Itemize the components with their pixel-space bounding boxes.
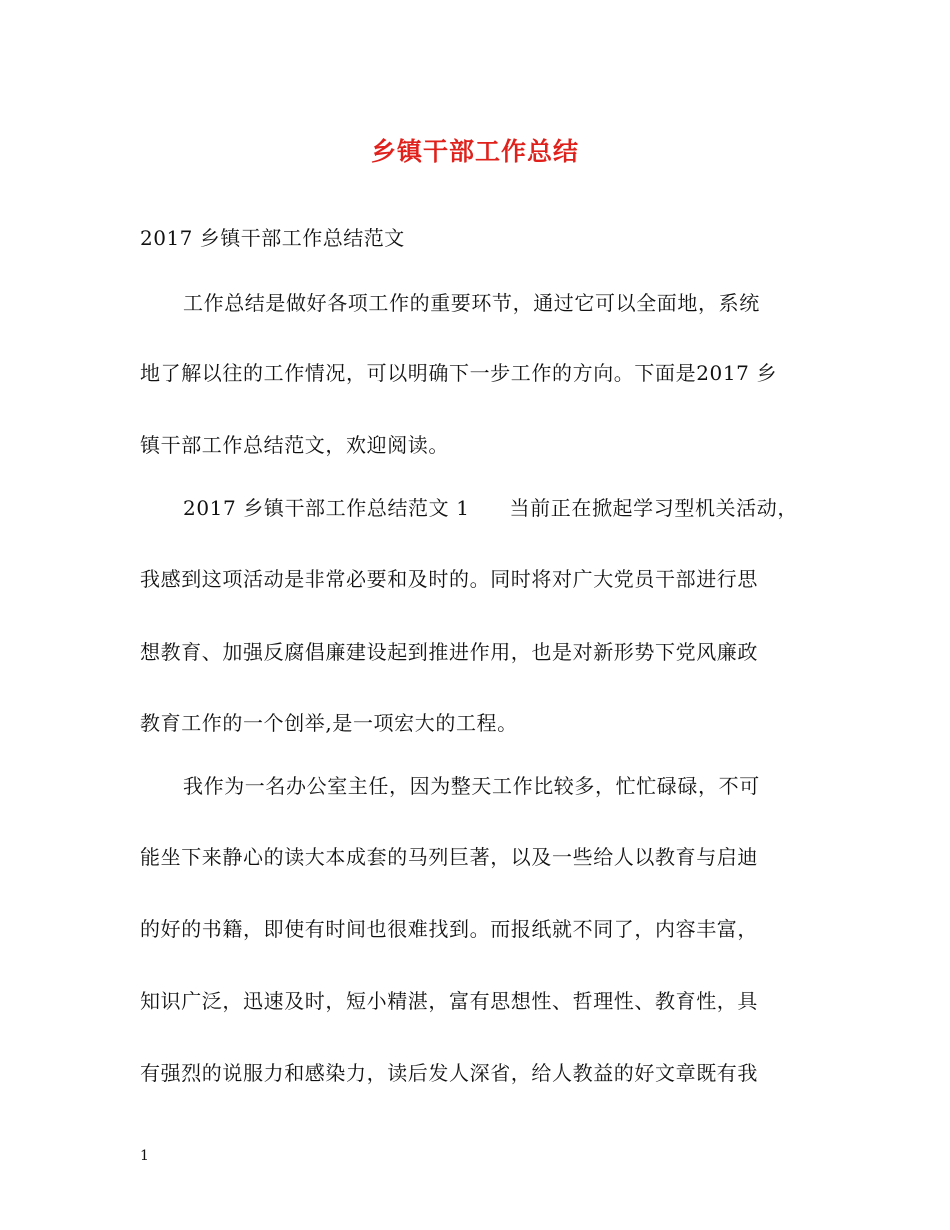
paragraph-line: 有强烈的说服力和感染力，读后发人深省，给人教益的好文章既有我: [140, 1061, 758, 1085]
paragraph-line: 镇干部工作总结范文，欢迎阅读。: [140, 433, 449, 457]
paragraph-text: 当前正在掀起学习型机关活动，: [509, 496, 798, 520]
section-heading: 2017 乡镇干部工作总结范文 1: [183, 496, 470, 520]
document-subtitle: 2017 乡镇干部工作总结范文: [140, 226, 405, 250]
paragraph-line: 能坐下来静心的读大本成套的马列巨著，以及一些给人以教育与启迪: [140, 845, 758, 869]
page-number: 1: [140, 1148, 149, 1164]
section-heading-line: [183, 492, 848, 521]
paragraph-line: 我感到这项活动是非常必要和及时的。同时将对广大党员干部进行思: [140, 567, 758, 591]
paragraph-line: 知识广泛，迅速及时，短小精湛，富有思想性、哲理性、教育性，具: [140, 989, 758, 1013]
paragraph-line: 的好的书籍，即使有时间也很难找到。而报纸就不同了，内容丰富，: [140, 917, 758, 941]
paragraph-line: 教育工作的一个创举,是一项宏大的工程。: [140, 711, 518, 735]
paragraph-line: 工作总结是做好各项工作的重要环节，通过它可以全面地，系统: [183, 291, 760, 315]
paragraph-line: 想教育、加强反腐倡廉建设起到推进作用，也是对新形势下党风廉政: [140, 640, 758, 664]
paragraph-line: 地了解以往的工作情况，可以明确下一步工作的方向。下面是2017 乡: [140, 361, 778, 385]
paragraph-line: 我作为一名办公室主任，因为整天工作比较多，忙忙碌碌，不可: [183, 774, 760, 798]
document-title: 乡镇干部工作总结: [370, 137, 579, 166]
